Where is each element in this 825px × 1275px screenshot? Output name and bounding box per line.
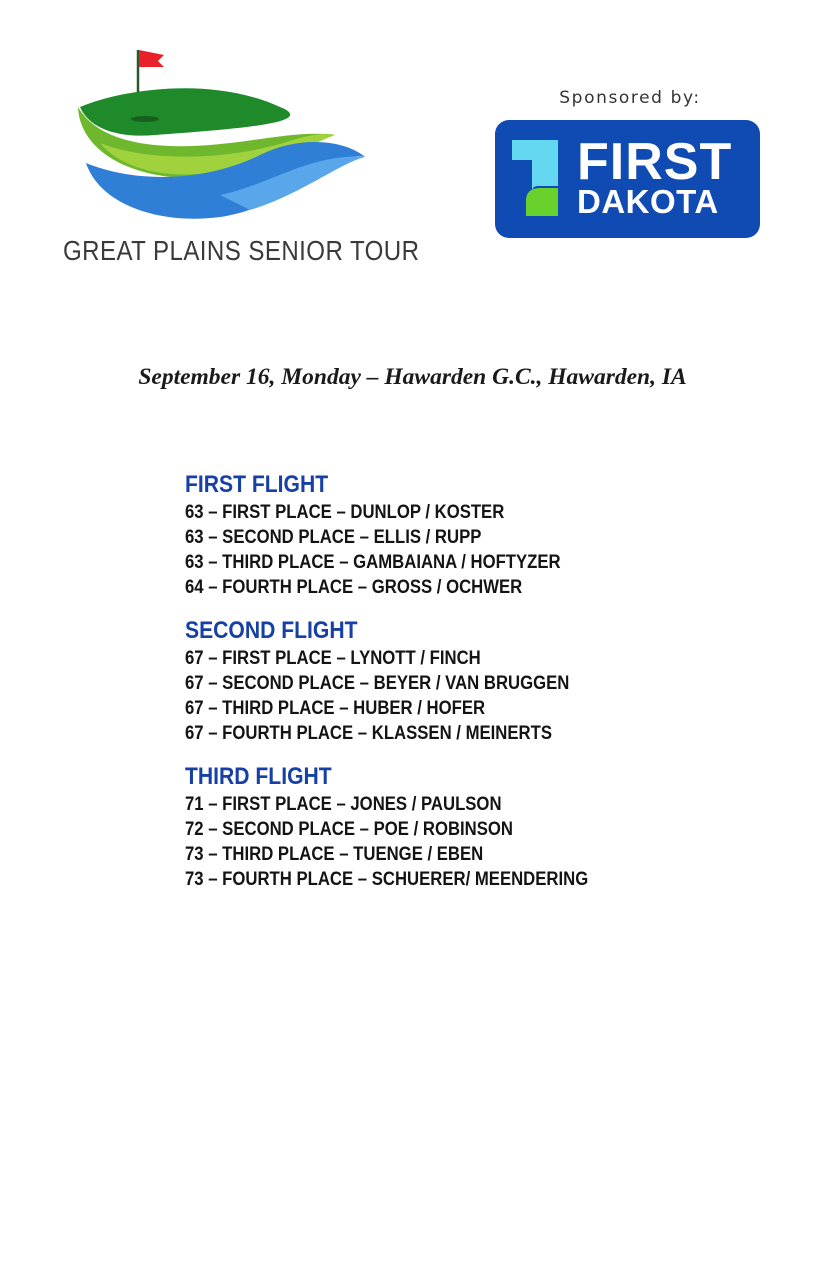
flight-section [185,762,785,892]
sponsor-block [494,88,762,220]
result-row: 63 – THIRD PLACE – GAMBAIANA / HOFTYZER [185,552,561,573]
first-dakota-logo-icon [512,140,564,216]
event-heading: September 16, Monday – Hawarden G.C., Hawarden, IA [138,364,687,390]
result-row: 67 – FOURTH PLACE – KLASSEN / MEINERTS [185,723,552,744]
result-row: 73 – THIRD PLACE – TUENGE / EBEN [185,844,484,865]
sponsor-label: Sponsored by: [559,88,701,108]
tour-logo [60,45,420,275]
flight-section [185,470,785,600]
sponsor-logo [495,120,760,238]
flight-result-list [185,792,785,892]
tour-name: GREAT PLAINS SENIOR TOUR [63,235,420,266]
golf-flag-hills-icon [60,45,380,235]
result-row: 63 – FIRST PLACE – DUNLOP / KOSTER [185,502,505,523]
result-row: 67 – SECOND PLACE – BEYER / VAN BRUGGEN [185,673,570,694]
result-row: 67 – FIRST PLACE – LYNOTT / FINCH [185,648,481,669]
flight-results [185,470,785,908]
result-row: 63 – SECOND PLACE – ELLIS / RUPP [185,527,482,548]
result-row: 73 – FOURTH PLACE – SCHUERER/ MEENDERING [185,869,589,890]
flight-title: FIRST FLIGHT [185,471,329,498]
flight-result-list [185,646,785,746]
result-row: 72 – SECOND PLACE – POE / ROBINSON [185,819,513,840]
sponsor-name-line1: FIRST [577,133,733,191]
result-row: 64 – FOURTH PLACE – GROSS / OCHWER [185,577,523,598]
flight-result-list [185,500,785,600]
sponsor-name-line2: DAKOTA [577,183,719,220]
result-row: 67 – THIRD PLACE – HUBER / HOFER [185,698,486,719]
flight-section [185,616,785,746]
flight-title: SECOND FLIGHT [185,617,358,644]
flight-title: THIRD FLIGHT [185,763,332,790]
result-row: 71 – FIRST PLACE – JONES / PAULSON [185,794,502,815]
